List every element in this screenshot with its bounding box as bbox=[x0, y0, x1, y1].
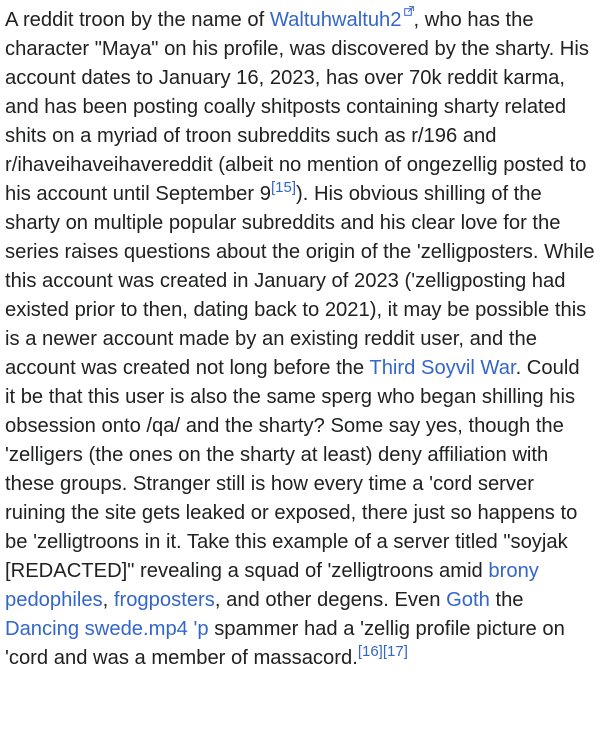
citation-17 bbox=[383, 643, 408, 660]
link-third-soyvil-war[interactable]: Third Soyvil War bbox=[369, 357, 516, 380]
citation-link-15[interactable]: [15] bbox=[270, 178, 296, 196]
text-run: the bbox=[489, 589, 524, 612]
article-paragraph bbox=[5, 6, 595, 673]
text-run: spammer had a 'zellig profile picture on 'cord and was a member of massacord. bbox=[5, 618, 565, 670]
citation-15 bbox=[271, 179, 296, 196]
link-dancing-swede[interactable]: Dancing swede.mp4 'p bbox=[5, 618, 209, 641]
link-brony-pedophiles[interactable]: brony pedophiles bbox=[5, 560, 539, 612]
link-waltuhwaltuh2[interactable]: Waltuhwaltuh2 bbox=[269, 9, 402, 32]
citation-link-17[interactable]: [17] bbox=[382, 642, 408, 660]
link-goth[interactable]: Goth bbox=[446, 589, 490, 612]
text-run: . Could it be that this user is also the same sperg who began shilling his obsession onto /qa/ and the sharty? Some say yes, though the 'zelligers (the ones on the sharty at least) deny affiliation with these groups. Stranger still is how every time a 'cord server ruining the site gets leaked or exposed, there just so happens to be 'zelligtroons in it. Take this example of a server titled "soyjak [REDACTED]" revealing a squad of 'zelligtroons amid bbox=[5, 357, 580, 583]
citation-link-16[interactable]: [16] bbox=[357, 642, 383, 660]
text-run: , who has the character "Maya" on his profile, was discovered by the sharty. His account dates to January 16, 2023, has over 70k reddit karma, and has been posting coally shitposts containing sharty related shits on a myriad of troon subreddits such as r/196 and r/ihaveihaveihavereddit (albeit no mention of ongezellig posted to his account until September 9 bbox=[5, 9, 589, 206]
citation-16 bbox=[358, 643, 383, 660]
link-frogposters[interactable]: frogposters bbox=[113, 589, 215, 612]
text-run: A reddit troon by the name of bbox=[5, 9, 270, 32]
text-run: , and other degens. Even bbox=[214, 589, 447, 612]
text-run: , bbox=[102, 589, 114, 612]
text-run: ). His obvious shilling of the sharty on multiple popular subreddits and his clear love for the series raises questions about the origin of the 'zelligposters. While this account was created in January of 2023 ('zelligposting had existed prior to then, dating back to 2021), it may be possible this is a newer account made by an existing reddit user, and the account was created not long before the bbox=[5, 183, 595, 380]
external-link-icon bbox=[404, 6, 414, 16]
